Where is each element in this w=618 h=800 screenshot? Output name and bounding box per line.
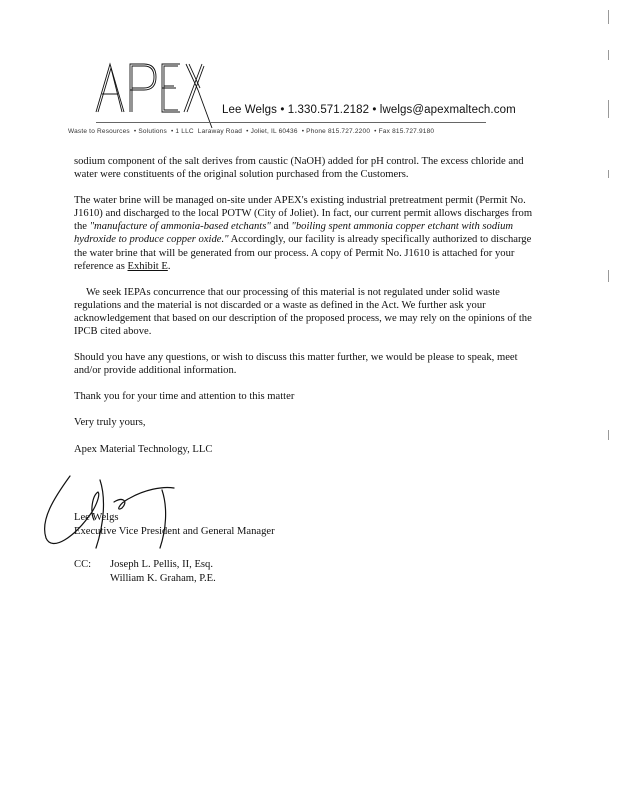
signer-block	[74, 511, 275, 539]
letterhead-address	[68, 128, 436, 135]
address-part: • Solutions	[133, 128, 167, 135]
p2-quote-1: "manufacture of ammonia-based etchants"	[89, 221, 271, 233]
cc-name: Joseph L. Pellis, II, Esq.	[110, 559, 213, 570]
cc-name: William K. Graham, P.E.	[110, 573, 216, 584]
address-part: Waste to Resources	[68, 128, 130, 135]
letterhead-contact: Lee Welgs • 1.330.571.2182 • lwelgs@apexmaltech.com	[222, 104, 516, 116]
cc-block	[74, 558, 216, 586]
cc-label: CC:	[74, 559, 92, 570]
address-part: • Joliet, IL 60436	[246, 128, 298, 135]
letterhead-rule	[96, 122, 486, 123]
signer-name: Lee Welgs	[74, 512, 119, 523]
apex-logo	[94, 50, 214, 130]
paragraph-1: sodium component of the salt derives from caustic (NaOH) added for pH control. The excess chloride and water were constituents of the original solution purchased from the Customers.	[74, 156, 524, 181]
address-part: • 1 LLC	[170, 128, 194, 135]
address-part: Laraway Road	[197, 128, 243, 135]
signer-title: Executive Vice President and General Manager	[74, 526, 275, 537]
address-part: • Phone 815.727.2200	[301, 128, 371, 135]
scan-edge-marks	[608, 10, 610, 550]
p2-text-c: Accordingly, our facility is already specifically authorized to discharge the water brine that will be generated from our process. A copy of Permit No. J1610 is attached for your reference as	[74, 234, 532, 272]
paragraph-2	[74, 194, 544, 273]
paragraph-4: Should you have any questions, or wish to discuss this matter further, we would be please to speak, meet and/or provide additional information.	[74, 352, 518, 377]
exhibit-e-link[interactable]: Exhibit E	[127, 260, 168, 272]
p2-text-a: The water brine will be managed on-site under APEX's existing industrial pretreatment permit (Permit No. J1610) and discharged to the local POTW (City of Joliet). In fact, our current permit allows discharges from the	[74, 195, 533, 233]
p2-quote-2: "boiling spent ammonia copper etchant with sodium hydroxide to produce copper oxide."	[74, 221, 514, 246]
p2-text-d: .	[167, 260, 171, 272]
paragraph-3: We seek IEPAs concurrence that our processing of this material is not regulated under solid waste regulations and the material is not discarded or a waste as defined in the Act. We further ask your acknowledgement that based on our description of the proposed process, we may rely on the opinions of the IPCB cited above.	[74, 286, 532, 338]
company-name: Apex Material Technology, LLC	[74, 443, 213, 455]
paragraph-5: Thank you for your time and attention to this matter	[74, 391, 295, 403]
letter-body	[74, 155, 544, 469]
closing: Very truly yours,	[74, 417, 146, 429]
address-part: • Fax 815.727.9180	[374, 128, 435, 135]
p2-text-b: and	[270, 221, 292, 233]
